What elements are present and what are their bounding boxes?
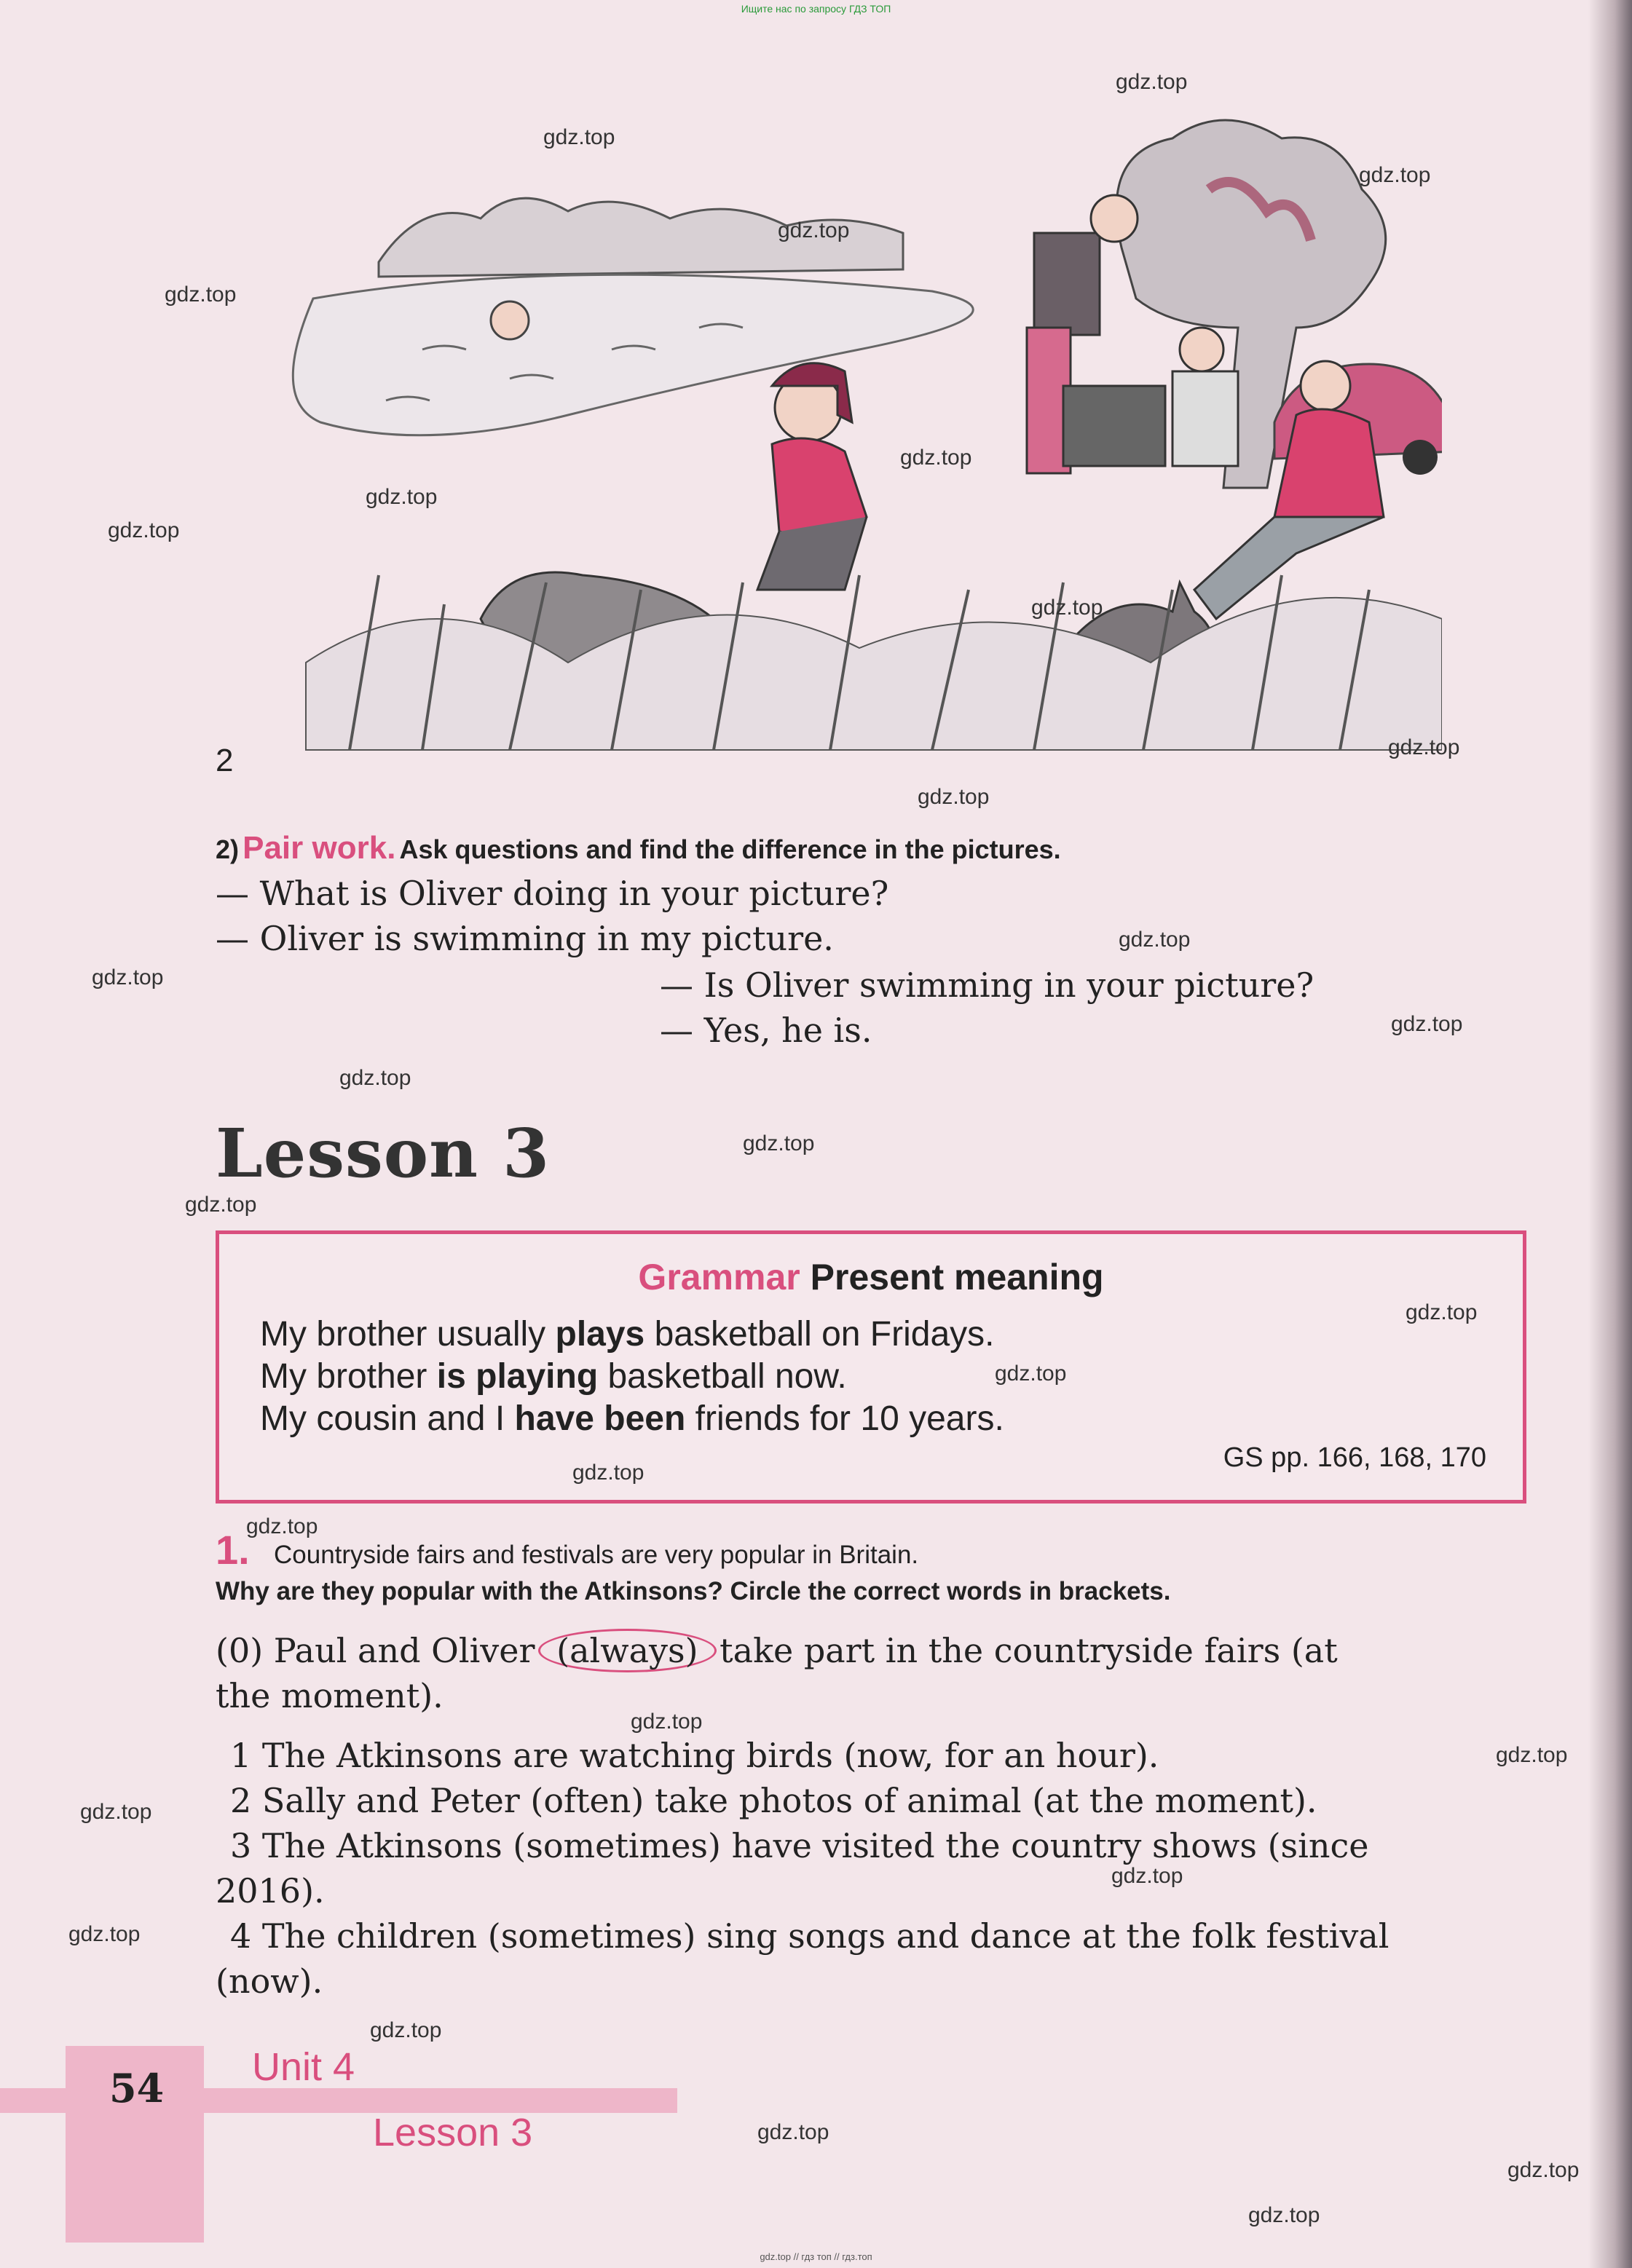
dialogue-line-4: — Yes, he is. bbox=[660, 1011, 872, 1050]
watermark: gdz.top bbox=[80, 1800, 152, 1824]
pair-work-instruction: Ask questions and find the difference in the pictures. bbox=[399, 834, 1061, 864]
watermark: gdz.top bbox=[572, 1461, 644, 1485]
watermark: gdz.top bbox=[757, 2120, 829, 2144]
exercise-item-4-cont: (now). bbox=[216, 1961, 323, 2001]
exercise-item-4: 4 The children (sometimes) sing songs and dance at the folk festival bbox=[230, 1916, 1389, 1956]
countryside-illustration bbox=[204, 109, 1442, 764]
watermark: gdz.top bbox=[339, 1066, 411, 1090]
grammar-example-2: My brother is playing basketball now. bbox=[260, 1357, 847, 1396]
watermark: gdz.top bbox=[900, 446, 972, 470]
watermark: gdz.top bbox=[1116, 70, 1188, 94]
exercise-item-3: 3 The Atkinsons (sometimes) have visited the country shows (since bbox=[230, 1826, 1369, 1865]
exercise-instruction: Why are they popular with the Atkinsons? Circle the correct words in brackets. bbox=[216, 1577, 1171, 1605]
pair-work-header bbox=[216, 830, 1061, 866]
grammar-example-1: My brother usually plays basketball on Fridays. bbox=[260, 1315, 995, 1354]
exercise-example-line-2: the moment). bbox=[216, 1676, 444, 1715]
exercise-example-line-1: (0) Paul and Oliver (always) take part in the countryside fairs (at bbox=[216, 1631, 1534, 1670]
dialogue-line-1: — What is Oliver doing in your picture? bbox=[216, 874, 889, 913]
watermark: gdz.top bbox=[1406, 1300, 1478, 1324]
watermark: gdz.top bbox=[778, 218, 850, 242]
watermark: gdz.top bbox=[1119, 928, 1191, 952]
exercise-item-2: 2 Sally and Peter (often) take photos of animal (at the moment). bbox=[230, 1781, 1317, 1820]
watermark: gdz.top bbox=[1388, 735, 1460, 759]
watermark: gdz.top bbox=[1359, 163, 1431, 187]
watermark: gdz.top bbox=[246, 1514, 318, 1538]
pair-work-number: 2) bbox=[216, 834, 240, 864]
watermark: gdz.top bbox=[185, 1193, 257, 1217]
pair-work-title: Pair work. bbox=[243, 830, 396, 866]
page-number: 54 bbox=[109, 2065, 165, 2111]
grammar-example-3: My cousin and I have been friends for 10 years. bbox=[260, 1399, 1004, 1438]
watermark: gdz.top bbox=[543, 125, 615, 149]
grammar-label: Grammar bbox=[638, 1257, 800, 1297]
watermark: gdz.top bbox=[1496, 1743, 1568, 1767]
watermark: gdz.top bbox=[1111, 1864, 1183, 1888]
watermark: gdz.top bbox=[918, 785, 990, 809]
watermark: gdz.top bbox=[108, 518, 180, 542]
dialogue-line-2: — Oliver is swimming in my picture. bbox=[216, 919, 834, 958]
exercise-intro: Countryside fairs and festivals are very popular in Britain. bbox=[274, 1541, 919, 1569]
dialogue-line-3: — Is Oliver swimming in your picture? bbox=[660, 965, 1314, 1005]
bottom-note: gdz.top // гдз топ // гдз.топ bbox=[760, 2251, 872, 2262]
watermark: gdz.top bbox=[1031, 596, 1103, 620]
watermark: gdz.top bbox=[366, 485, 438, 509]
circled-answer: (always) bbox=[538, 1629, 716, 1672]
top-note: Ищите нас по запросу ГДЗ ТОП bbox=[741, 3, 891, 15]
boy-sitting-figure bbox=[1301, 361, 1350, 411]
watermark: gdz.top bbox=[631, 1710, 703, 1734]
exercise-number: 1. bbox=[216, 1527, 250, 1573]
grammar-reference: GS pp. 166, 168, 170 bbox=[1223, 1442, 1486, 1473]
watermark: gdz.top bbox=[1507, 2158, 1580, 2182]
watermark: gdz.top bbox=[1248, 2203, 1320, 2227]
grammar-box bbox=[216, 1230, 1526, 1504]
page-edge-shadow bbox=[1588, 0, 1632, 2268]
watermark: gdz.top bbox=[165, 282, 237, 307]
footer-lesson: Lesson 3 bbox=[373, 2111, 533, 2154]
grammar-title bbox=[219, 1256, 1523, 1298]
watermark: gdz.top bbox=[995, 1362, 1067, 1386]
swimmer-figure bbox=[491, 301, 529, 339]
watermark: gdz.top bbox=[68, 1922, 141, 1946]
watermark: gdz.top bbox=[370, 2018, 442, 2042]
grammar-topic: Present meaning bbox=[810, 1257, 1104, 1297]
exercise-item-1: 1 The Atkinsons are watching birds (now, for an hour). bbox=[230, 1736, 1159, 1775]
watermark: gdz.top bbox=[92, 965, 164, 989]
lesson-heading: Lesson 3 bbox=[216, 1114, 551, 1193]
exercise-item-3-cont: 2016). bbox=[216, 1871, 325, 1911]
picture-number: 2 bbox=[216, 743, 234, 778]
watermark: gdz.top bbox=[1391, 1012, 1463, 1036]
man-standing-figure bbox=[1034, 233, 1100, 335]
footer-unit: Unit 4 bbox=[252, 2045, 355, 2089]
watermark: gdz.top bbox=[743, 1131, 815, 1155]
